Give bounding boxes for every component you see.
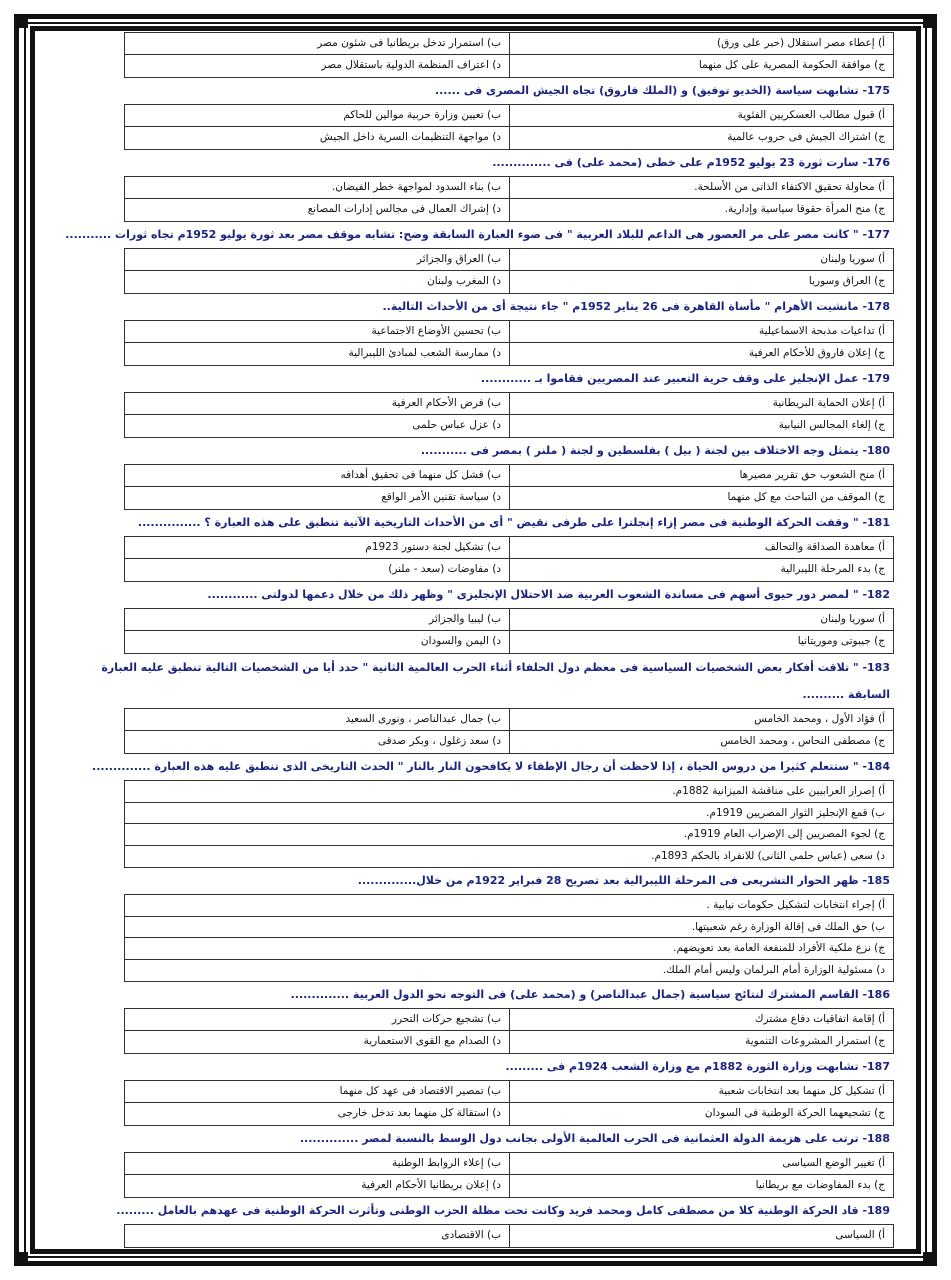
border-corner — [923, 14, 937, 28]
option-b[interactable]: ب) تمصير الاقتصاد فى عهد كل منهما — [125, 1081, 509, 1103]
options-table-176 — [124, 176, 894, 222]
options-table-177 — [124, 248, 894, 294]
options-table-174 — [124, 32, 894, 78]
option-a[interactable]: أ) إجراء انتخابات لتشكيل حكومات نيابية . — [125, 895, 893, 917]
question-176: 176- سارت ثورة 23 يوليو 1952م على خطى (محمد على) فى .............. — [492, 156, 890, 169]
option-b[interactable]: ب) تشجيع حركات التحرر — [125, 1009, 509, 1031]
option-d[interactable]: د) مسئولية الوزارة أمام البرلمان وليس أمام الملك. — [662, 963, 885, 976]
question-184: 184- " ستتعلم كثيرا من دروس الحياة ، إذا لاحظت أن رجال الإطفاء لا يكافحون النار بالنار " الحدث التاريخى الذى تنطبق عليه هذه العبارة .............. — [92, 760, 890, 773]
option-a[interactable]: أ) تداعيات مذبحة الاسماعيلية — [509, 321, 893, 343]
option-d[interactable]: د) اعتراف المنظمة الدولية باستقلال مصر — [321, 59, 501, 71]
option-b[interactable]: ب) تشكيل لجنة دستور 1923م — [125, 537, 509, 559]
option-a[interactable]: أ) محاولة تحقيق الاكتفاء الذاتى من الأسلحة. — [509, 177, 893, 199]
options-table-175 — [124, 104, 894, 150]
option-c[interactable]: ج) لجوء المصريين إلى الإضراب العام 1919م. — [125, 824, 893, 846]
option-d[interactable]: د) مفاوضات (سعد - ملنر) — [388, 563, 501, 575]
exam-page — [56, 32, 894, 1248]
option-d[interactable]: د) الصدام مع القوى الاستعمارية — [363, 1035, 501, 1047]
options-table-186 — [124, 1008, 894, 1054]
question-175: 175- تشابهت سياسة (الخديو توفيق) و (الملك فاروق) تجاه الجيش المصرى فى ...... — [434, 84, 890, 97]
option-d[interactable]: د) إشراك العمال فى مجالس إدارات المصانع — [307, 203, 501, 215]
options-table-183 — [124, 708, 894, 754]
option-c[interactable]: ج) بدء المفاوضات مع بريطانيا — [509, 1175, 893, 1197]
option-a[interactable]: أ) سوريا ولبنان — [509, 249, 893, 271]
option-b[interactable]: ب) فشل كل منهما فى تحقيق أهدافه — [125, 465, 509, 487]
question-185: 185- ظهر الحوار التشريعى فى المرحلة الليبرالية بعد تصريح 28 فبراير 1922م من خلال.............. — [357, 874, 890, 887]
option-a[interactable]: أ) إعطاء مصر استقلال (حبر على ورق) — [509, 33, 893, 55]
question-183: 183- " تلاقت أفكار بعض الشخصيات السياسية فى معظم دول الحلفاء أثناء الحرب العالمية الثانية " حدد أيا من الشخصيات التالية تنطبق عليه العبارة السابقة .......... — [101, 661, 890, 701]
option-d[interactable]: د) سعى (عباس حلمى الثانى) للانفراد بالحكم 1893م. — [651, 849, 885, 862]
option-d[interactable]: د) ممارسة الشعب لمبادئ الليبرالية — [348, 347, 501, 359]
question-177: 177- " كانت مصر على مر العصور هى الداعم للبلاد العربية " فى ضوء العبارة السابقة وضح: تشابه موقف مصر بعد ثورة يوليو 1952م تجاه ثورات ........... — [65, 228, 890, 241]
option-d[interactable]: د) إعلان بريطانيا الأحكام العرفية — [361, 1179, 501, 1191]
options-table-182 — [124, 608, 894, 654]
options-table-181 — [124, 536, 894, 582]
question-189: 189- قاد الحركة الوطنية كلا من مصطفى كامل ومحمد فريد وكانت تحت مظلة الحزب الوطنى وتأثرت الحركة الوطنية فى عهدهم بالعامل ......... — [116, 1204, 890, 1217]
question-180: 180- يتمثل وجه الاختلاف بين لجنة ( بيل ) بفلسطين و لجنة ( ملنر ) بمصر فى ........... — [420, 444, 890, 457]
option-b[interactable]: ب) قمع الإنجليز الثوار المصريين 1919م. — [125, 803, 893, 825]
option-b[interactable]: ب) بناء السدود لمواجهة خطر الفيضان. — [125, 177, 509, 199]
option-b[interactable]: ب) إعلاء الروابط الوطنية — [125, 1153, 509, 1175]
option-d[interactable]: د) سعد زغلول ، وبكر صدقى — [377, 735, 501, 747]
option-d[interactable]: د) مواجهة التنظيمات السرية داخل الجيش — [319, 131, 501, 143]
option-d[interactable]: د) عزل عباس حلمى — [412, 419, 501, 431]
option-a[interactable]: أ) إقامة اتفاقيات دفاع مشترك — [509, 1009, 893, 1031]
option-a[interactable]: أ) إصرار العرابيين على مناقشة الميزانية 1882م. — [125, 781, 893, 803]
question-188: 188- ترتب على هزيمة الدولة العثمانية فى الحرب العالمية الأولى بجانب دول الوسط بالنسبة لمصر .............. — [299, 1132, 890, 1145]
option-c[interactable]: ج) موافقة الحكومة المصرية على كل منهما — [509, 55, 893, 77]
question-182: 182- " لمصر دور حيوى أسهم فى مساندة الشعوب العربية ضد الاحتلال الإنجليزى " وظهر ذلك من خلال دعمها لدولتى ............ — [207, 588, 890, 601]
border-corner — [14, 1252, 28, 1266]
option-a[interactable]: أ) فؤاد الأول ، ومحمد الخامس — [509, 709, 893, 731]
option-b[interactable]: ب) ليبيا والجزائر — [125, 609, 509, 631]
options-table-180 — [124, 464, 894, 510]
option-c[interactable]: ج) اشتراك الجيش فى حروب عالمية — [509, 127, 893, 149]
question-181: 181- " وقفت الحركة الوطنية فى مصر إزاء إنجلترا على طرفى نقيض " أى من الأحداث التاريخية الآتية تنطبق على هذه العبارة ؟ ............... — [137, 516, 890, 529]
question-186: 186- القاسم المشترك لنتائج سياسية (جمال عبدالناصر) و (محمد على) فى التوجه نحو الدول العربية .............. — [290, 988, 890, 1001]
question-187: 187- تشابهت وزارة الثورة 1882م مع وزارة الشعب 1924م فى ......... — [505, 1060, 890, 1073]
option-c[interactable]: ج) بدء المرحلة الليبرالية — [509, 559, 893, 581]
option-b[interactable]: ب) تحسين الأوضاع الاجتماعية — [125, 321, 509, 343]
option-a[interactable]: أ) تشكيل كل منهما بعد انتخابات شعبية — [509, 1081, 893, 1103]
option-a[interactable]: أ) سوريا ولبنان — [509, 609, 893, 631]
options-list-184 — [124, 780, 894, 868]
option-c[interactable]: ج) تشجيعهما الحركة الوطنية فى السودان — [509, 1103, 893, 1125]
option-d[interactable]: د) اليمن والسودان — [420, 635, 501, 647]
option-c[interactable]: ج) إعلان فاروق للأحكام العرفية — [509, 343, 893, 365]
option-c[interactable]: ج) نزع ملكية الأفراد للمنفعة العامة بعد تعويضهم. — [125, 938, 893, 960]
option-c[interactable]: ج) استمرار المشروعات التنموية — [509, 1031, 893, 1053]
options-table-179 — [124, 392, 894, 438]
question-179: 179- عمل الإنجليز على وقف حرية التعبير عند المصريين فقاموا بـ ............ — [480, 372, 890, 385]
option-b[interactable]: ب) فرض الأحكام العرفية — [125, 393, 509, 415]
option-a[interactable]: أ) السياسى — [509, 1225, 893, 1247]
option-b[interactable]: ب) تعيين وزارة حربية موالين للحاكم — [125, 105, 509, 127]
option-c[interactable]: ج) الموقف من التباحث مع كل منهما — [509, 487, 893, 509]
option-c[interactable]: ج) جيبوتى وموريتانيا — [509, 631, 893, 653]
option-b[interactable]: ب) العراق والجزائر — [125, 249, 509, 271]
border-corner — [923, 1252, 937, 1266]
option-a[interactable]: أ) إعلان الحماية البريطانية — [509, 393, 893, 415]
option-d[interactable]: د) المغرب ولبنان — [427, 275, 501, 287]
options-list-185 — [124, 894, 894, 982]
option-a[interactable]: أ) قبول مطالب العسكريين الفئوية — [509, 105, 893, 127]
options-table-178 — [124, 320, 894, 366]
option-d[interactable]: د) سياسة تقنين الأمر الواقع — [381, 491, 501, 503]
option-c[interactable]: ج) مصطفى النحاس ، ومحمد الخامس — [509, 731, 893, 753]
option-c[interactable]: ج) إلغاء المجالس النيابية — [509, 415, 893, 437]
option-a[interactable]: أ) معاهدة الصداقة والتحالف — [509, 537, 893, 559]
option-d[interactable]: د) استقالة كل منهما بعد تدخل خارجى — [337, 1107, 501, 1119]
option-b[interactable]: ب) جمال عبدالناصر ، ونورى السعيد — [125, 709, 509, 731]
options-table-188 — [124, 1152, 894, 1198]
options-table-189 — [124, 1224, 894, 1248]
option-b[interactable]: ب) حق الملك فى إقالة الوزارة رغم شعبيتها. — [125, 917, 893, 939]
option-b[interactable]: ب) الاقتصادى — [441, 1229, 501, 1241]
option-b[interactable]: ب) استمرار تدخل بريطانيا فى شئون مصر — [125, 33, 509, 55]
border-corner — [14, 14, 28, 28]
option-a[interactable]: أ) تغيير الوضع السياسى — [509, 1153, 893, 1175]
question-178: 178- مانشيت الأهرام " مأساة القاهرة فى 26 يناير 1952م " جاء نتيجة أى من الأحداث التالية.. — [382, 300, 890, 313]
option-c[interactable]: ج) العراق وسوريا — [509, 271, 893, 293]
options-table-187 — [124, 1080, 894, 1126]
option-c[interactable]: ج) منح المرأة حقوقا سياسية وإدارية. — [509, 199, 893, 221]
option-a[interactable]: أ) منح الشعوب حق تقرير مصيرها — [509, 465, 893, 487]
